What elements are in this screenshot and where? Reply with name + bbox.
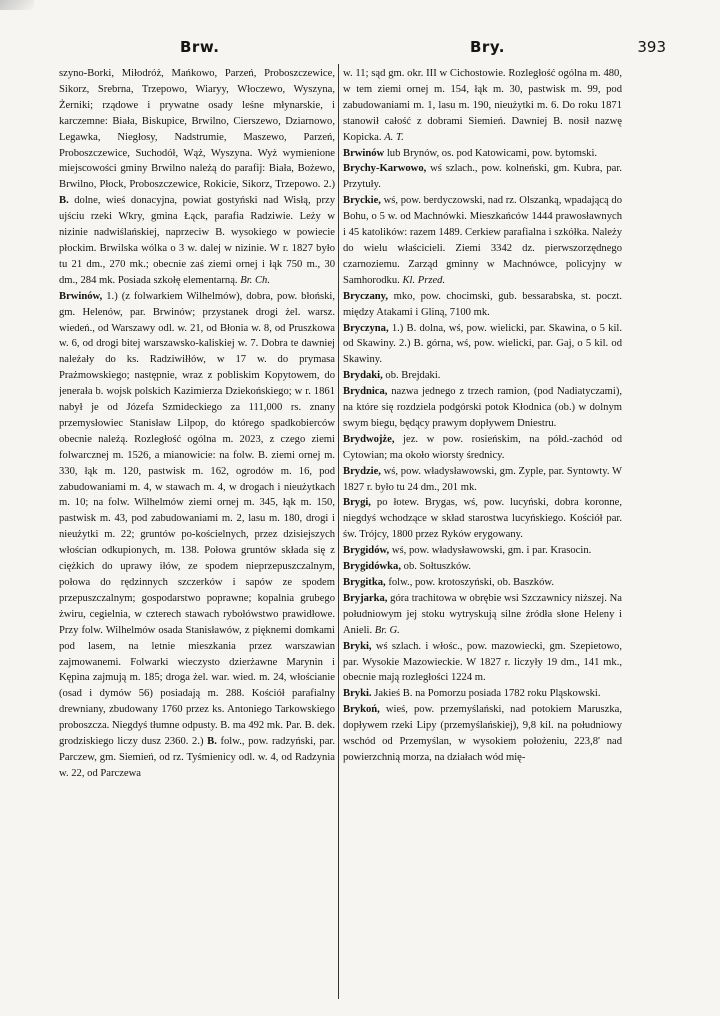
entry-text: wś, pow. berdyczowski, nad rz. Olszanką, wpadającą do Bohu, o 5 w. od Machnówki. Mieszkańców 1444 prawosławnych i 45 katolików: razem 1489. Cerkiew parafialna i szkółka. Należy do wielu właścicieli. Ziemi 3342 dz. pierwszorzędnego czarnoziemu. Zarząd gminny w Machnówce, policyjny w Samhorodku. [343, 195, 622, 286]
dictionary-entry [343, 686, 622, 702]
dictionary-entry [343, 639, 622, 687]
dictionary-entry [343, 543, 622, 559]
dictionary-entry [343, 591, 622, 639]
dictionary-entry [343, 161, 622, 193]
entry-text: szyno-Borki, Miłodróż, Mańkowo, Parzeń, Proboszczewice, Sikorz, Srebrna, Trzepowo, Wiaryy, Włoczewo, Wyszyna, Żerniki; rządowe i prywatne osady leśne młynarskie, i karczemne: Biała, Biskupice, Brwilno, Cierszewo, Dziarnowo, Legawka, Niegłosy, Nadstrumie, Maszewo, Parzeń, Proboszczewice, Suchodół, Wąż, Wyszyna. Wyż wymienione miejscowości gminy Brwilno należą do parafij: Biała, Bożewo, Brwilno, Płock, Proboszczewice, Rokicie, Sikorz, Trzepowo. 2.) [59, 68, 335, 191]
entry-headword: Brwinów, [59, 290, 103, 302]
entry-headword: Brydaki, [343, 370, 383, 382]
entry-headword: Brygi, [343, 497, 371, 509]
entry-text: mko, pow. chocimski, gub. bessarabska, st. poczt. między Atakami i Gliną, 7100 mk. [343, 290, 622, 318]
entry-headword: Bryckie, [343, 195, 381, 207]
dictionary-entry [343, 384, 622, 432]
entry-text: góra trachitowa w obrębie wsi Szczawnicy niższej. Na południowym jej stoku wytryskują silne źródła słone Heleny i Anieli. [343, 592, 622, 636]
entry-headword: Bryczany, [343, 290, 389, 302]
dictionary-entry [343, 289, 622, 321]
entry-headword: Bryki. [343, 688, 372, 700]
header-left-keyword: Brw. [180, 38, 220, 56]
dictionary-entry [59, 66, 335, 289]
entry-text: ob. Brejdaki. [385, 370, 441, 382]
right-column [343, 66, 622, 996]
entry-text: wś, pow. władysławowski, gm. Zyple, par. Syntowty. W 1827 r. było tu 24 dm., 201 mk. [343, 465, 622, 493]
entry-headword: Brydnica, [343, 386, 388, 398]
entry-headword: Bryczyna, [343, 322, 389, 334]
entry-text: nazwa jednego z trzech ramion, (pod Nadiatyczami), na które się rozdziela podgórski potok Kłodnica (ob.) w dolnym swym biegu, będący prawym dopływem Dniestru. [343, 386, 622, 429]
header-right-keyword: Bry. [470, 38, 505, 56]
entry-headword: Bryki, [343, 640, 372, 652]
dictionary-entry [343, 575, 622, 591]
left-column [59, 66, 335, 996]
entry-text: folw., pow. krotoszyński, ob. Baszków. [388, 577, 554, 588]
entry-headword: Brwinów [343, 147, 385, 159]
entry-headword: Brydwojże, [343, 433, 395, 445]
dictionary-entry [343, 193, 622, 288]
dictionary-entry [343, 464, 622, 496]
entry-text: wś szlach. i włośc., pow. mazowiecki, gm. Szepietowo, par. Wysokie Mazowieckie. W 1827 r. liczyły 19 dm., 141 mk., obecnie mają rozległości 1224 m. [343, 640, 622, 684]
author-signature: Br. G. [374, 624, 400, 636]
entry-headword: Brygidówka, [343, 561, 401, 573]
entry-headword: Brydzie, [343, 465, 381, 477]
entry-headword: Brygitka, [343, 577, 386, 588]
entry-text: ob. Sołtuszków. [403, 561, 471, 573]
author-signature: A. T. [384, 131, 404, 143]
entry-text: lub Brynów, os. pod Katowicami, pow. bytomski. [386, 147, 598, 159]
entry-headword: Bryjarka, [343, 592, 388, 604]
entry-text: w. 11; sąd gm. okr. III w Cichostowie. Rozległość ogólna m. 480, w tem ziemi ornej m. 154, łąk m. 30, pastwisk m. 99, pod zabudowaniami m. 1, lasu m. 190, nieużytki m. 6. Do roku 1871 stanowił całość z dobrami Siemień. Dawniej B. nosił nazwę Kopicka. [343, 68, 622, 143]
entry-text: 1.) (z folwarkiem Wilhelmów), dobra, pow. błoński, gm. Helenów, par. Brwinów; przystanek drogi żel. warsz. wiedeń., od Warszawy odl. w. 21, od Błonia w. 8, od Pruszkowa w. 6, od drogi bitej warszawsko-kaliskiej w. 7. Dobra te dawniej należały do ks. Radziwiłłów, w 17 w. do prymasa Prażmowskiego; następnie, wraz z pobliskim Kopytowem, do jenerała b. wojsk polskich Kazimierza Dziekońskiego; w r. 1861 nabył je od Józefa Szmideckiego za 111,000 rs. znany przemysłowiec Stanisław Lilpop, do którego spadkobierców obecnie należą. Rozległość ogólna m. 2023, z czego ziemi folwarcznej m. 1526, a mianowicie: na folw. B. ziemi ornej m. 330, łąk m. 120, pastwisk m. 162, ogrodów m. 16, pod zabudowaniami m. 4, w stawach m. 4, w drogach i nieużytkach m. 10; na folw. Wilhelmów ziemi ornej m. 345, łąk m. 150, pastwisk m. 43, pod zabudowaniami m. 2, lasu m. 180, drogi i nieużytki m. 22; gruntów po-kościelnych, przez dzisiejszych włościan odkupionych, m. 138. Połowa gruntów składa się z ciężkich do uprawy iłów, ze spodem nieprzepuszczalnym, połowa do rędzinnych szczerków i sapów ze spodem przepuszczalnym; gospodarstwo poprawne; kopalnia grubego żwiru, cegielnia, w czterech stawach rybołówstwo prawidłowe. Przy folw. Wilhelmów osada Stanisławów, z pięknemi domkami pod lasem, na letnie mieszkania przez warszawian zajmowanemi. Folwarki wieczysto dzierżawne Marynin i Kępina zajmują m. 185; droga żel. war. wied. m. 24, włościanie (osad i dymów 56) posiadają m. 288. Kościół parafialny drewniany, zbudowany 1760 przez ks. Antoniego Tarkowskiego proboszcza. Niegdyś tłumne odpusty. B. ma 492 mk. Par. B. dek. grodziskiego liczy dusz 2360. 2.) [59, 290, 335, 748]
author-signature: Kl. Przed. [402, 274, 446, 286]
entry-headword: Brychy-Karwowo, [343, 163, 427, 175]
dictionary-entry [343, 495, 622, 543]
entry-text: Jakieś B. na Pomorzu posiada 1782 roku Pląskowski. [374, 688, 601, 700]
entry-text: wś szlach., pow. kolneński, gm. Kubra, par. Przytuły. [343, 163, 622, 191]
dictionary-entry [343, 66, 622, 146]
entry-text: 1.) B. dolna, wś, pow. wielicki, par. Skawina, o 5 kil. od Skawiny. 2.) B. górna, wś, pow. wielicki, par. Gaj, o 5 kil. od Skawiny. [343, 322, 622, 366]
entry-text: wieś, pow. przemyślański, nad potokiem Maruszka, dopływem rzeki Lipy (przemyślańskiej), 9,8 kil. na południowy wschód od Przemyślan, w wysokiem położeniu, 223,8' nad powierzchnią morza, na działach wód mię- [343, 704, 622, 763]
page-header [60, 38, 680, 64]
page-number: 393 [637, 38, 666, 56]
entry-headword: Brykoń, [343, 704, 380, 716]
entry-headword: Brygidów, [343, 545, 390, 557]
dictionary-entry [343, 702, 622, 766]
entry-subhead: B. [59, 195, 69, 207]
column-divider [338, 64, 339, 999]
entry-text: wś, pow. władysławowski, gm. i par. Krasocin. [391, 545, 592, 557]
dictionary-entry [343, 559, 622, 575]
author-signature: Br. Ch. [240, 274, 270, 286]
dictionary-entry [343, 432, 622, 464]
entry-text: po łotew. Brygas, wś, pow. lucyński, dobra koronne, niegdyś wchodzące w skład starostwa lucyńskiego. Kościół par. św. Trójcy, 1800 przez Ryków erygowany. [343, 497, 622, 541]
entry-subhead: B. [207, 736, 217, 748]
dictionary-entry [343, 146, 622, 162]
dictionary-entry [343, 368, 622, 384]
dictionary-entry [343, 321, 622, 369]
dictionary-entry [59, 289, 335, 782]
scan-corner-mark [0, 0, 34, 10]
entry-continuation: folw., pow. radzyński, par. Parczew, gm. Siemień, od rz. Tyśmienicy odl. w. 4, od Radzynia w. 22, od Parczewa [59, 736, 335, 779]
entry-continuation: dolne, wieś donacyjna, powiat gostyński nad Wisłą, przy ujściu rzeki Wkry, gmina Łąck, parafia Radziwie. Leży w nizinie nadwiślańskiej, naprzeciw B. wysokiego w powiecie płockim. Brwilska wólka o 3 w. dalej w nizinie. W r. 1827 było tu 21 dm., 270 mk.; obecnie zaś ziemi ornej i łąk 750 m., 30 dm., 284 mk. Posiada szkołę elementarną. [59, 195, 335, 286]
entry-text: jez. w pow. rosieńskim, na półd.-zachód od Cytowian; ma około wiorsty średnicy. [343, 433, 622, 461]
